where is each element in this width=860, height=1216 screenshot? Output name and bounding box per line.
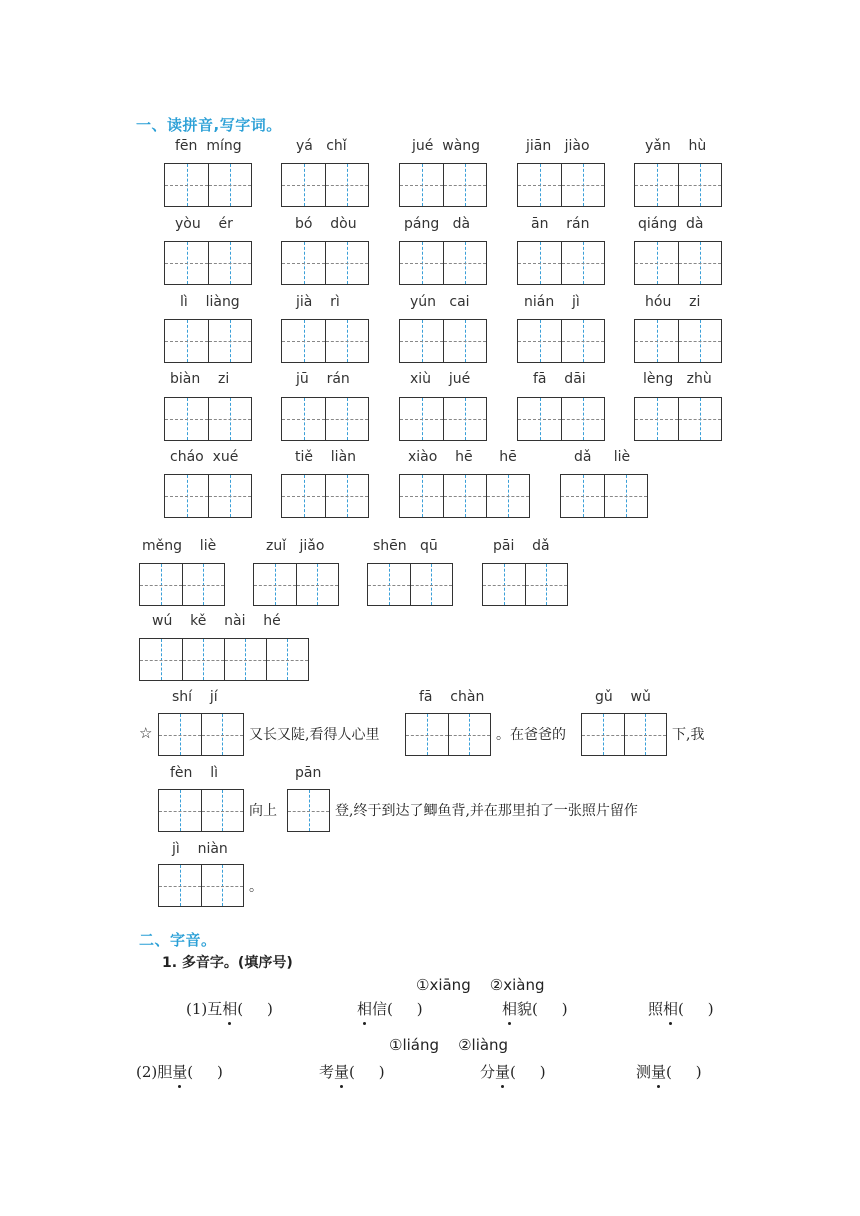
- grid-cell[interactable]: [443, 164, 486, 206]
- writing-grid[interactable]: [164, 397, 252, 441]
- pinyin-lengzhu: lèng zhù: [643, 371, 712, 387]
- xiang-item: 照相( ): [648, 1000, 714, 1018]
- pinyin-yuncai: yún cai: [410, 294, 470, 310]
- grid-cell[interactable]: [282, 320, 325, 362]
- grid-cell[interactable]: [483, 564, 525, 605]
- grid-cell[interactable]: [224, 639, 266, 680]
- grid-cell[interactable]: [159, 865, 201, 906]
- grid-cell[interactable]: [325, 398, 368, 440]
- pinyin-qiangda: qiáng dà: [638, 216, 704, 232]
- grid-cell[interactable]: [561, 398, 604, 440]
- writing-grid[interactable]: [139, 563, 225, 606]
- grid-cell[interactable]: [400, 398, 443, 440]
- writing-grid[interactable]: [581, 713, 667, 756]
- grid-cell[interactable]: [678, 164, 721, 206]
- grid-cell[interactable]: [282, 475, 325, 517]
- grid-cell[interactable]: [288, 790, 329, 831]
- grid-cell[interactable]: [165, 320, 208, 362]
- grid-cell[interactable]: [635, 242, 678, 284]
- grid-cell[interactable]: [624, 714, 666, 755]
- grid-cell[interactable]: [400, 475, 443, 517]
- writing-grid[interactable]: [158, 713, 244, 756]
- grid-cell[interactable]: [400, 320, 443, 362]
- grid-cell[interactable]: [518, 320, 561, 362]
- pinyin-fachan: fā chàn: [419, 689, 485, 705]
- grid-cell[interactable]: [325, 164, 368, 206]
- pinyin-nianji: nián jì: [524, 294, 580, 310]
- writing-grid[interactable]: [164, 163, 252, 207]
- writing-grid[interactable]: [399, 319, 487, 363]
- grid-cell[interactable]: [282, 242, 325, 284]
- xiang-item: 相貌( ): [502, 1000, 568, 1018]
- grid-cell[interactable]: [201, 790, 243, 831]
- pinyin-jinian: jì niàn: [172, 841, 228, 857]
- writing-grid[interactable]: [158, 864, 244, 907]
- grid-cell[interactable]: [159, 790, 201, 831]
- grid-cell[interactable]: [561, 242, 604, 284]
- xiang-item: (1)互相( ): [186, 1000, 273, 1018]
- grid-cell[interactable]: [582, 714, 624, 755]
- grid-cell[interactable]: [635, 164, 678, 206]
- writing-grid[interactable]: [482, 563, 568, 606]
- writing-grid[interactable]: [634, 241, 722, 285]
- writing-grid[interactable]: [139, 638, 309, 681]
- grid-cell[interactable]: [678, 242, 721, 284]
- writing-grid[interactable]: [405, 713, 491, 756]
- writing-grid[interactable]: [164, 241, 252, 285]
- liang-options: ①liáng ②liàng: [389, 1036, 509, 1054]
- pinyin-jianjiao: jiān jiào: [526, 138, 590, 154]
- pinyin-tielian: tiě liàn: [295, 449, 357, 465]
- grid-cell[interactable]: [165, 475, 208, 517]
- liang-item: 考量( ): [319, 1063, 385, 1081]
- grid-cell[interactable]: [165, 242, 208, 284]
- grid-cell[interactable]: [165, 398, 208, 440]
- grid-cell[interactable]: [140, 639, 182, 680]
- pinyin-liliang: lì liàng: [180, 294, 240, 310]
- grid-cell[interactable]: [165, 164, 208, 206]
- grid-cell[interactable]: [208, 320, 251, 362]
- grid-cell[interactable]: [282, 398, 325, 440]
- grid-cell[interactable]: [604, 475, 647, 517]
- pinyin-anran: ān rán: [531, 216, 590, 232]
- grid-cell[interactable]: [448, 714, 490, 755]
- grid-cell[interactable]: [525, 564, 567, 605]
- writing-grid[interactable]: [399, 241, 487, 285]
- pinyin-wukenaihe: wú kě nài hé: [152, 613, 281, 629]
- writing-grid[interactable]: [399, 397, 487, 441]
- grid-cell[interactable]: [486, 475, 529, 517]
- xiang-options: ①xiāng ②xiàng: [416, 976, 545, 994]
- section2-title: 二、字音。: [139, 931, 217, 949]
- star-icon: ☆: [139, 724, 153, 742]
- pinyin-xiaohehe: xiào hē hē: [408, 449, 517, 465]
- sentence-text: 登,终于到达了鲫鱼背,并在那里拍了一张照片留作: [335, 803, 638, 819]
- grid-cell[interactable]: [518, 398, 561, 440]
- pinyin-xiujue: xiù jué: [410, 371, 471, 387]
- grid-cell[interactable]: [410, 564, 452, 605]
- writing-grid[interactable]: [281, 241, 369, 285]
- grid-cell[interactable]: [678, 320, 721, 362]
- liang-item: 测量( ): [636, 1063, 702, 1081]
- grid-cell[interactable]: [254, 564, 296, 605]
- grid-cell[interactable]: [208, 475, 251, 517]
- pinyin-juran: jū rán: [296, 371, 350, 387]
- grid-cell[interactable]: [561, 475, 604, 517]
- pinyin-menglie: měng liè: [142, 538, 217, 554]
- grid-cell[interactable]: [208, 398, 251, 440]
- grid-cell[interactable]: [443, 398, 486, 440]
- grid-cell[interactable]: [635, 320, 678, 362]
- grid-cell[interactable]: [208, 164, 251, 206]
- sentence-text: 又长又陡,看得人心里: [249, 727, 380, 743]
- writing-grid[interactable]: [634, 319, 722, 363]
- grid-cell[interactable]: [201, 865, 243, 906]
- sentence-text: 下,我: [672, 727, 705, 743]
- grid-cell[interactable]: [561, 164, 604, 206]
- writing-grid[interactable]: [367, 563, 453, 606]
- grid-cell[interactable]: [443, 475, 486, 517]
- grid-cell[interactable]: [518, 242, 561, 284]
- grid-cell[interactable]: [296, 564, 338, 605]
- sentence-text: 向上: [249, 803, 277, 819]
- grid-cell[interactable]: [635, 398, 678, 440]
- writing-grid[interactable]: [634, 397, 722, 441]
- writing-grid[interactable]: [281, 163, 369, 207]
- grid-cell[interactable]: [443, 320, 486, 362]
- section1-title: 一、读拼音,写字词。: [136, 116, 282, 134]
- pinyin-paida: pāi dǎ: [493, 538, 550, 554]
- grid-cell[interactable]: [325, 242, 368, 284]
- pinyin-fenli: fèn lì: [170, 765, 218, 781]
- grid-cell[interactable]: [182, 639, 224, 680]
- pinyin-yanhu: yǎn hù: [645, 138, 707, 154]
- writing-grid[interactable]: [164, 319, 252, 363]
- grid-cell[interactable]: [140, 564, 182, 605]
- grid-cell[interactable]: [400, 164, 443, 206]
- pinyin-shiji: shí jí: [172, 689, 218, 705]
- grid-cell[interactable]: [678, 398, 721, 440]
- writing-grid[interactable]: [253, 563, 339, 606]
- sentence-text: 。: [249, 879, 263, 895]
- writing-grid[interactable]: [560, 474, 648, 518]
- writing-grid[interactable]: [517, 319, 605, 363]
- grid-cell[interactable]: [282, 164, 325, 206]
- grid-cell[interactable]: [368, 564, 410, 605]
- pinyin-pan: pān: [295, 765, 322, 781]
- pinyin-pangda: páng dà: [404, 216, 471, 232]
- liang-item: 分量( ): [480, 1063, 546, 1081]
- writing-grid[interactable]: [399, 163, 487, 207]
- writing-grid[interactable]: [281, 319, 369, 363]
- pinyin-shenqu: shēn qū: [373, 538, 438, 554]
- writing-grid[interactable]: [281, 474, 369, 518]
- grid-cell[interactable]: [400, 242, 443, 284]
- pinyin-bodou: bó dòu: [295, 216, 357, 232]
- grid-cell[interactable]: [182, 564, 224, 605]
- writing-grid[interactable]: [287, 789, 330, 832]
- sentence-text: 。在爸爸的: [496, 727, 566, 743]
- grid-cell[interactable]: [443, 242, 486, 284]
- writing-grid[interactable]: [399, 474, 530, 518]
- grid-cell[interactable]: [325, 475, 368, 517]
- grid-cell[interactable]: [266, 639, 308, 680]
- writing-grid[interactable]: [517, 163, 605, 207]
- writing-grid[interactable]: [164, 474, 252, 518]
- grid-cell[interactable]: [208, 242, 251, 284]
- writing-grid[interactable]: [281, 397, 369, 441]
- question1-title: 1. 多音字。(填序号): [162, 955, 293, 971]
- pinyin-juewang: jué wàng: [412, 138, 481, 154]
- xiang-item: 相信( ): [357, 1000, 423, 1018]
- pinyin-chaoxue: cháo xué: [170, 449, 239, 465]
- writing-grid[interactable]: [634, 163, 722, 207]
- pinyin-fadai: fā dāi: [533, 371, 586, 387]
- pinyin-zuijiao: zuǐ jiǎo: [266, 538, 325, 554]
- grid-cell[interactable]: [325, 320, 368, 362]
- grid-cell[interactable]: [561, 320, 604, 362]
- pinyin-fenming: fēn míng: [175, 138, 242, 154]
- pinyin-youer: yòu ér: [175, 216, 233, 232]
- pinyin-dalie: dǎ liè: [574, 449, 631, 465]
- grid-cell[interactable]: [201, 714, 243, 755]
- pinyin-jiari: jià rì: [296, 294, 340, 310]
- pinyin-yachi: yá chǐ: [296, 138, 347, 154]
- pinyin-bianzi: biàn zi: [170, 371, 230, 387]
- liang-item: (2)胆量( ): [136, 1063, 223, 1081]
- grid-cell[interactable]: [159, 714, 201, 755]
- writing-grid[interactable]: [517, 397, 605, 441]
- writing-grid[interactable]: [158, 789, 244, 832]
- grid-cell[interactable]: [518, 164, 561, 206]
- pinyin-houzi: hóu zi: [645, 294, 701, 310]
- pinyin-guwu: gǔ wǔ: [595, 689, 651, 705]
- grid-cell[interactable]: [406, 714, 448, 755]
- writing-grid[interactable]: [517, 241, 605, 285]
